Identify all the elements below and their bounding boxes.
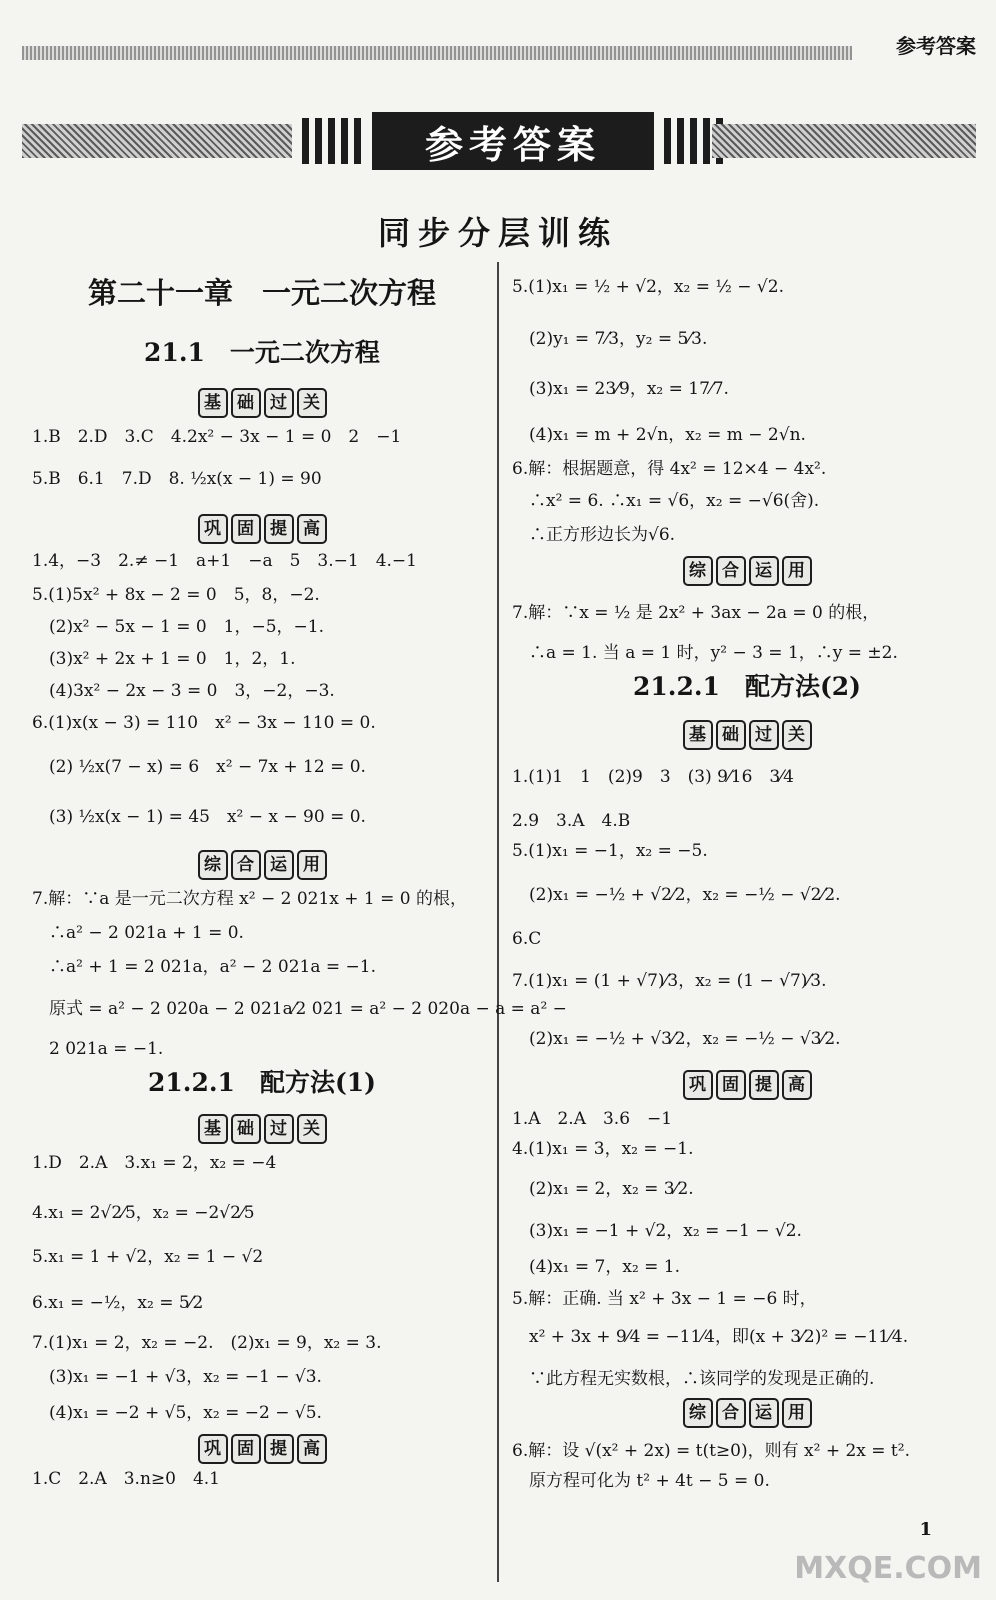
tag-char: 基 [683, 720, 713, 750]
exercise-tag [512, 1398, 982, 1428]
watermark: MXQE.COM [794, 1551, 982, 1586]
answer-line: (3)x₁ = 23⁄9，x₂ = 17⁄7. [512, 379, 729, 399]
tag-char: 合 [231, 850, 261, 880]
header-rule [22, 46, 852, 60]
tag-char: 提 [264, 514, 294, 544]
answer-line: (3) ½x(x − 1) = 45 x² − x − 90 = 0. [32, 807, 366, 827]
section-heading: 同步分层训练 [377, 214, 618, 252]
answer-line: (3)x₁ = −1 + √3，x₂ = −1 − √3. [32, 1367, 322, 1387]
answer-line: 1.A 2.A 3.6 −1 [512, 1109, 673, 1129]
tag-char: 关 [782, 720, 812, 750]
header-label: 参考答案 [896, 34, 976, 58]
answer-line: (3)x₁ = −1 + √2，x₂ = −1 − √2. [512, 1221, 802, 1241]
tag-char: 巩 [198, 514, 228, 544]
section-title: 21.2.1 配方法(2) [632, 672, 862, 701]
exercise-tag [512, 556, 982, 586]
exercise-tag [32, 850, 492, 880]
tag-char: 运 [749, 556, 779, 586]
tag-char: 综 [683, 556, 713, 586]
answer-line: 6.解：设 √(x² + 2x) = t(t≥0)，则有 x² + 2x = t². [512, 1441, 910, 1461]
answer-line: 5.B 6.1 7.D 8. ½x(x − 1) = 90 [32, 469, 322, 489]
answer-line: 5.x₁ = 1 + √2，x₂ = 1 − √2 [32, 1247, 264, 1267]
tag-char: 过 [264, 1114, 294, 1144]
answer-line: 4.(1)x₁ = 3，x₂ = −1. [512, 1139, 694, 1159]
chapter-title: 第二十一章 一元二次方程 [87, 276, 436, 310]
answer-line: 5.(1)x₁ = ½ + √2，x₂ = ½ − √2. [512, 277, 784, 297]
exercise-tag [32, 514, 492, 544]
answer-line: 4.x₁ = 2√2⁄5，x₂ = −2√2⁄5 [32, 1203, 255, 1223]
tag-char: 基 [198, 388, 228, 418]
answer-line: 5.解：正确. 当 x² + 3x − 1 = −6 时， [512, 1289, 817, 1309]
answer-line: ∴正方形边长为√6. [512, 525, 676, 545]
answer-line: 7.(1)x₁ = (1 + √7)⁄3，x₂ = (1 − √7)⁄3. [512, 971, 827, 991]
section-title: 21.2.1 配方法(1) [147, 1068, 377, 1097]
answer-line: (4)x₁ = −2 + √5，x₂ = −2 − √5. [32, 1403, 322, 1423]
exercise-tag [32, 388, 492, 418]
answer-line: ∴a = 1. 当 a = 1 时，y² − 3 = 1，∴y = ±2. [512, 643, 898, 663]
tag-char: 综 [683, 1398, 713, 1428]
section-title: 21.1 一元二次方程 [144, 338, 380, 367]
answer-line: 6.x₁ = −½，x₂ = 5⁄2 [32, 1293, 204, 1313]
column-divider [497, 262, 499, 1582]
answer-line: (2)y₁ = 7⁄3，y₂ = 5⁄3. [512, 329, 708, 349]
answer-line: 7.解：∵x = ½ 是 2x² + 3ax − 2a = 0 的根， [512, 603, 880, 623]
answer-line: ∴a² + 1 = 2 021a，a² − 2 021a = −1. [32, 957, 376, 977]
tag-char: 运 [749, 1398, 779, 1428]
banner-hatch-left [22, 124, 292, 158]
tag-char: 用 [782, 556, 812, 586]
answer-line: 2 021a = −1. [32, 1039, 164, 1059]
tag-char: 合 [716, 556, 746, 586]
tag-char: 固 [231, 1434, 261, 1464]
answer-line: ∴x² = 6. ∴x₁ = √6，x₂ = −√6(舍). [512, 491, 820, 511]
banner-title: 参考答案 [372, 112, 654, 170]
answer-line: (4)x₁ = 7，x₂ = 1. [512, 1257, 681, 1277]
answer-line: (3)x² + 2x + 1 = 0 1，2，1. [32, 649, 296, 669]
banner-bars-left [302, 118, 361, 164]
answer-line: (2)x₁ = 2，x₂ = 3⁄2. [512, 1179, 694, 1199]
tag-char: 过 [749, 720, 779, 750]
answer-line: 1.4，−3 2.≠ −1 a+1 −a 5 3.−1 4.−1 [32, 551, 417, 571]
answer-line: ∵此方程无实数根，∴该同学的发现是正确的. [512, 1369, 875, 1389]
answer-line: 2.9 3.A 4.B [512, 811, 631, 831]
tag-char: 合 [716, 1398, 746, 1428]
tag-char: 用 [297, 850, 327, 880]
answer-line: 1.D 2.A 3.x₁ = 2，x₂ = −4 [32, 1153, 277, 1173]
answer-line: 原方程可化为 t² + 4t − 5 = 0. [512, 1471, 770, 1491]
tag-char: 高 [297, 1434, 327, 1464]
tag-char: 础 [716, 720, 746, 750]
answer-line: 6.C [512, 929, 542, 949]
answer-line: (2)x₁ = −½ + √2⁄2，x₂ = −½ − √2⁄2. [512, 885, 841, 905]
answer-line: (4)3x² − 2x − 3 = 0 3，−2，−3. [32, 681, 335, 701]
answer-line: 1.B 2.D 3.C 4.2x² − 3x − 1 = 0 2 −1 [32, 427, 402, 447]
title-banner [22, 112, 976, 170]
answer-line: 6.解：根据题意，得 4x² = 12×4 − 4x². [512, 459, 827, 479]
answer-line: 7.解：∵a 是一元二次方程 x² − 2 021x + 1 = 0 的根， [32, 889, 468, 909]
answer-line: 7.(1)x₁ = 2，x₂ = −2. (2)x₁ = 9，x₂ = 3. [32, 1333, 382, 1353]
tag-char: 础 [231, 388, 261, 418]
answer-line: (2) ½x(7 − x) = 6 x² − 7x + 12 = 0. [32, 757, 366, 777]
answer-line: 5.(1)x₁ = −1，x₂ = −5. [512, 841, 708, 861]
answer-line: 1.C 2.A 3.n≥0 4.1 [32, 1469, 220, 1489]
answer-line: 原式 = a² − 2 020a − 2 021a⁄2 021 = a² − 2 020a − a = a² − [32, 999, 567, 1019]
tag-char: 高 [297, 514, 327, 544]
exercise-tag [32, 1434, 492, 1464]
banner-hatch-right [712, 124, 976, 158]
answer-line: ∴a² − 2 021a + 1 = 0. [32, 923, 244, 943]
answer-line: 1.(1)1 1 (2)9 3 (3) 9⁄16 3⁄4 [512, 767, 794, 787]
tag-char: 巩 [198, 1434, 228, 1464]
answer-line: (2)x₁ = −½ + √3⁄2，x₂ = −½ − √3⁄2. [512, 1029, 841, 1049]
tag-char: 关 [297, 1114, 327, 1144]
answer-line: (2)x² − 5x − 1 = 0 1，−5，−1. [32, 617, 325, 637]
tag-char: 综 [198, 850, 228, 880]
tag-char: 固 [231, 514, 261, 544]
answer-line: 5.(1)5x² + 8x − 2 = 0 5，8，−2. [32, 585, 320, 605]
tag-char: 用 [782, 1398, 812, 1428]
page-number: 1 [919, 1519, 932, 1540]
exercise-tag [32, 1114, 492, 1144]
tag-char: 高 [782, 1070, 812, 1100]
tag-char: 过 [264, 388, 294, 418]
answer-line: (4)x₁ = m + 2√n，x₂ = m − 2√n. [512, 425, 806, 445]
tag-char: 础 [231, 1114, 261, 1144]
tag-char: 提 [749, 1070, 779, 1100]
tag-char: 提 [264, 1434, 294, 1464]
tag-char: 巩 [683, 1070, 713, 1100]
tag-char: 固 [716, 1070, 746, 1100]
tag-char: 基 [198, 1114, 228, 1144]
answer-line: 6.(1)x(x − 3) = 110 x² − 3x − 110 = 0. [32, 713, 376, 733]
tag-char: 运 [264, 850, 294, 880]
answer-line: x² + 3x + 9⁄4 = −11⁄4，即(x + 3⁄2)² = −11⁄4. [512, 1327, 909, 1347]
exercise-tag [512, 1070, 982, 1100]
tag-char: 关 [297, 388, 327, 418]
exercise-tag [512, 720, 982, 750]
